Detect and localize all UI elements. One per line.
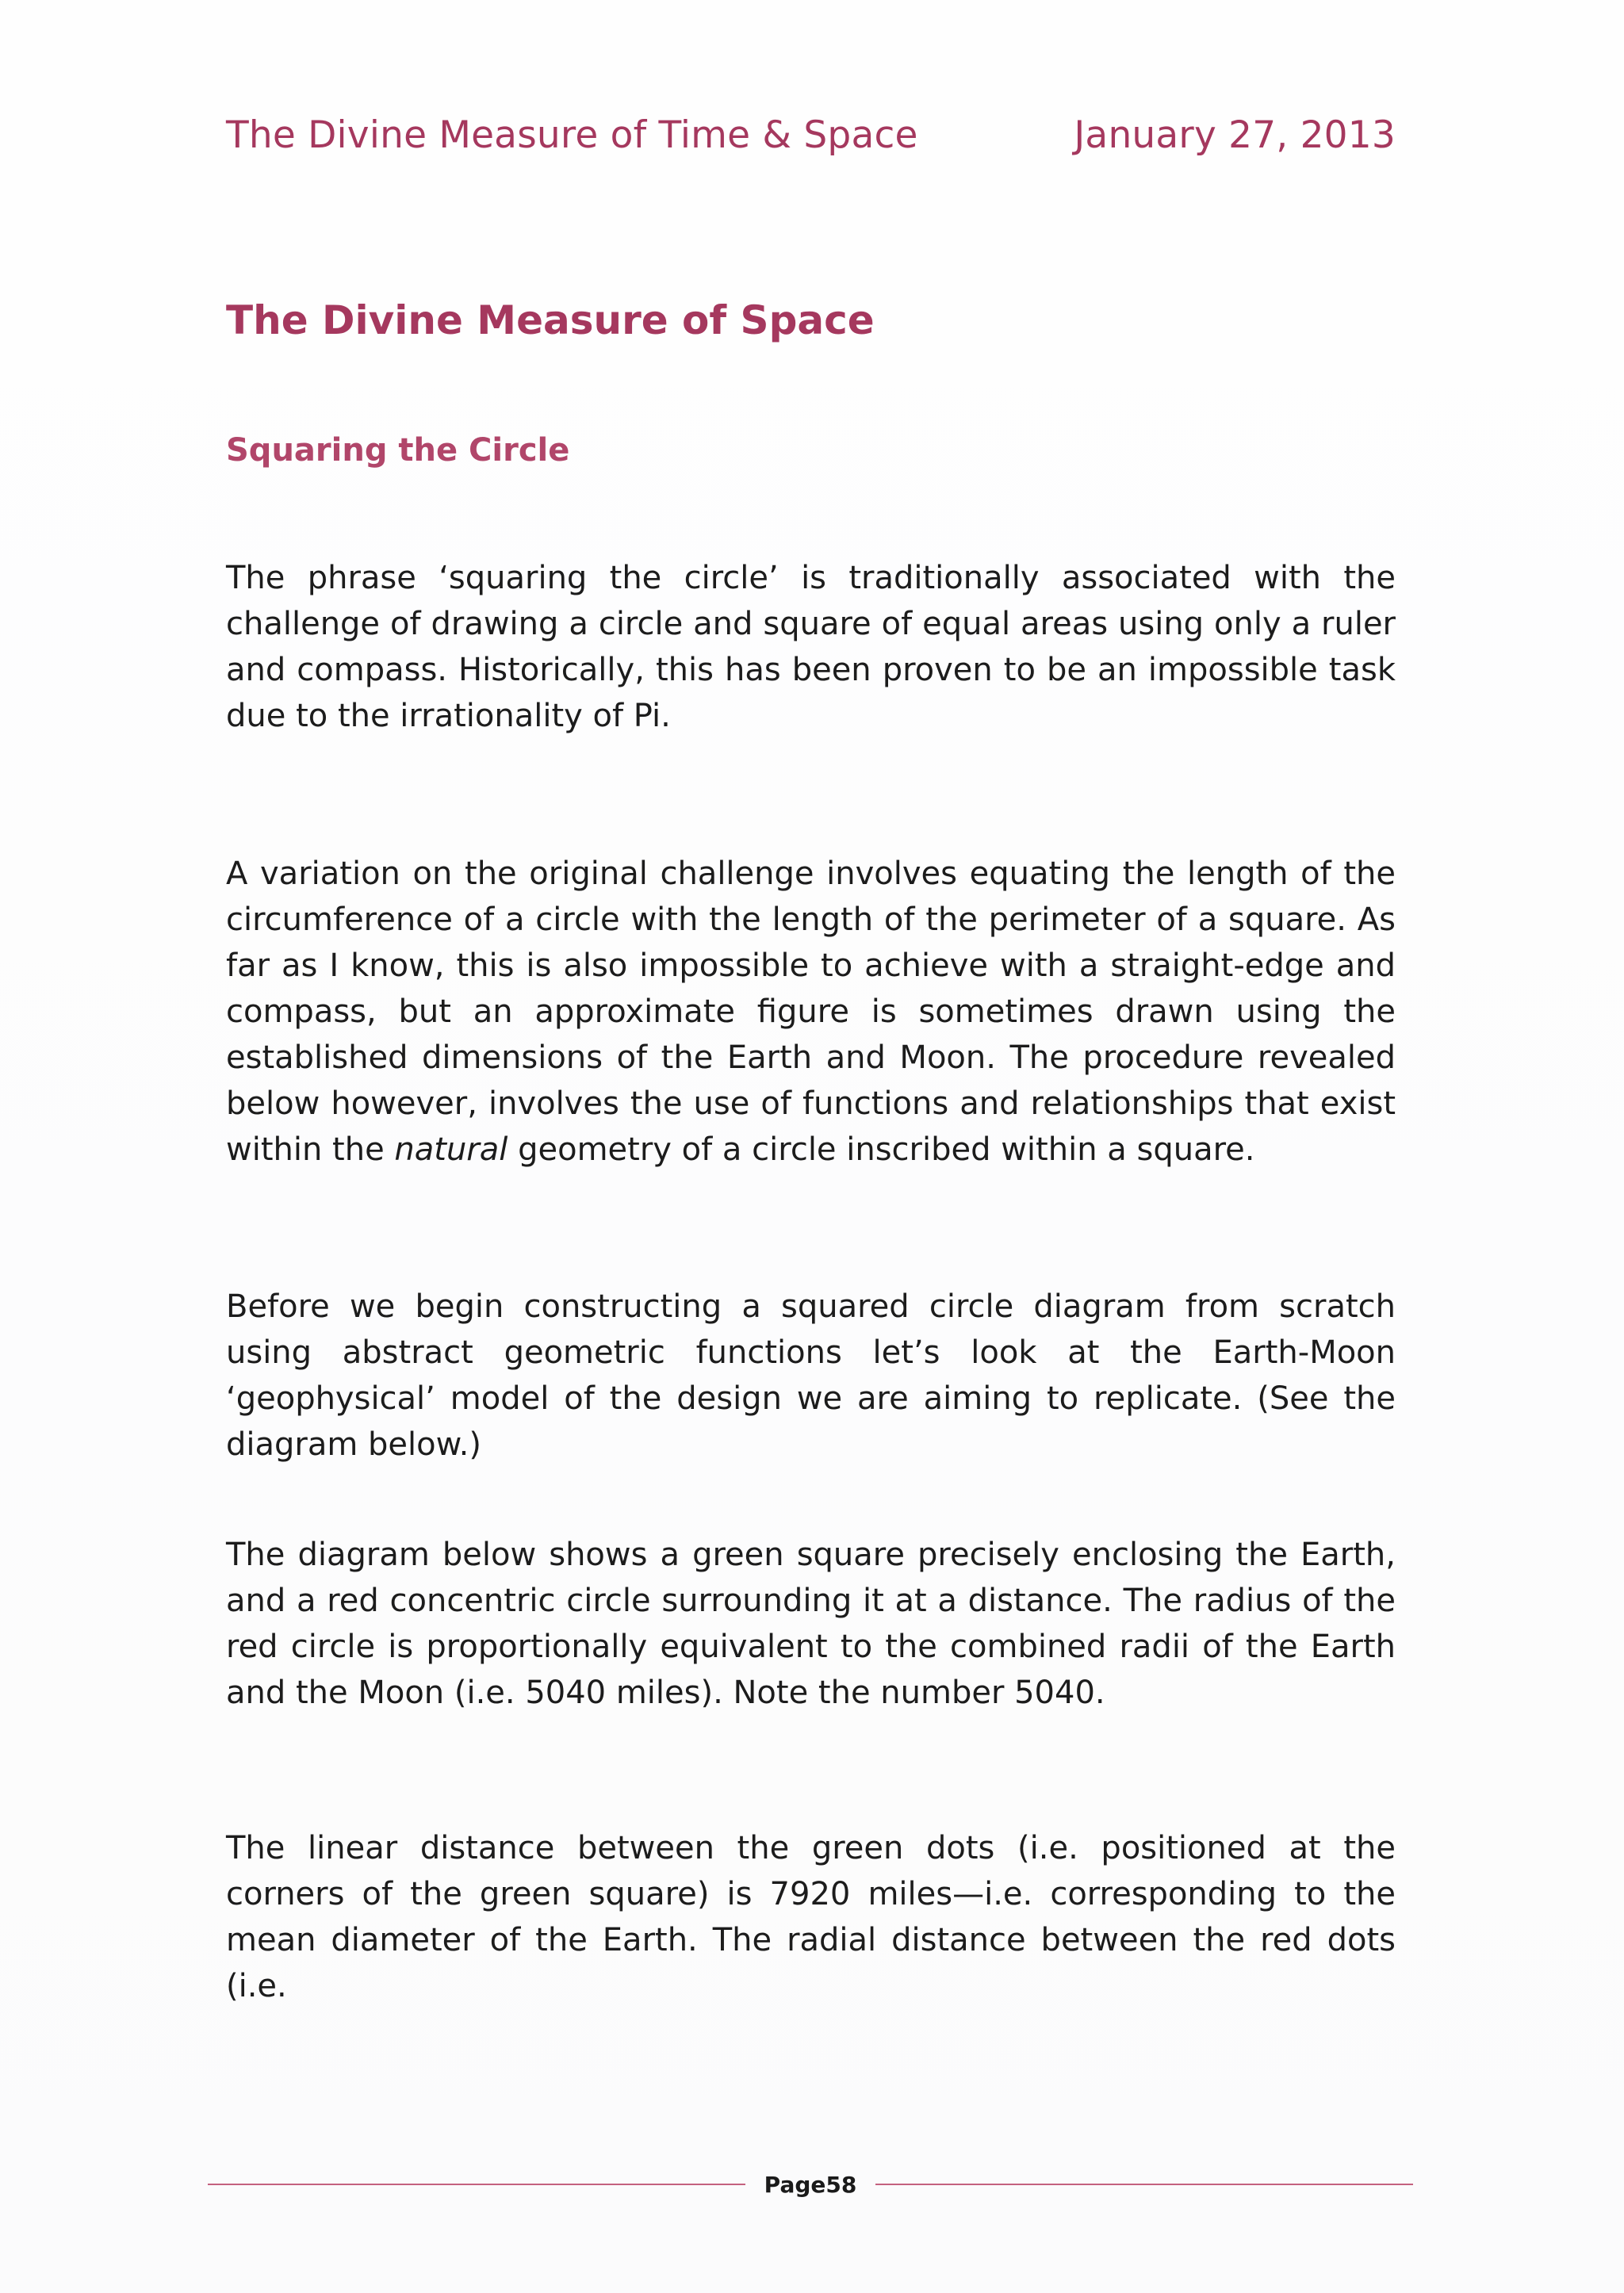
footer-rule-right (875, 2184, 1413, 2185)
paragraph-4: The diagram below shows a green square precisely enclosing the Earth, and a red concentric circle surrounding it at a distance. The radius of the red circle is proportionally equivalent to the combined radii of the Earth and the Moon (i.e. 5040 miles). Note the number 5040. (226, 1537, 1396, 1711)
running-header (226, 103, 1396, 167)
footer-rule-left (208, 2184, 745, 2185)
section-title: Squaring the Circle (226, 432, 570, 469)
header-title: The Divine Measure of Time & Space (226, 113, 918, 157)
paragraph-1: The phrase ‘squaring the circle’ is traditionally associated with the challenge of drawing a circle and square of equal areas using only a ruler and compass. Historically, this has been proven to be an impossible task due to the irrationality of Pi. (226, 560, 1396, 734)
paragraph-5: The linear distance between the green dots (i.e. positioned at the corners of the green square) is 7920 miles—i.e. corresponding to the mean diameter of the Earth. The radial distance between the red dots (i.e. (226, 1830, 1396, 2004)
chapter-title: The Divine Measure of Space (226, 297, 875, 343)
paragraph-3: Before we begin constructing a squared circle diagram from scratch using abstract geometric functions let’s look at the Earth-Moon ‘geophysical’ model of the design we are aiming to replicate. (See the diagram below.) (226, 1288, 1396, 1463)
page-number: Page58 (764, 2171, 857, 2198)
paragraph-2 (226, 851, 1396, 1173)
paragraph-2-emphasis: natural (394, 1131, 508, 1168)
header-date: January 27, 2013 (1074, 113, 1396, 157)
paragraph-2-part-1: A variation on the original challenge involves equating the length of the circumference of a circle with the length of the perimeter of a square. As far as I know, this is also impossible to achieve with a straight-edge and compass, but an approximate figure is sometimes drawn using the established dimensions of the Earth and Moon. The procedure revealed below however, involves the use of functions and relationships that exist within the (226, 856, 1396, 1168)
page-footer (208, 2165, 1413, 2204)
paragraph-2-part-2: geometry of a circle inscribed within a square. (508, 1131, 1255, 1168)
